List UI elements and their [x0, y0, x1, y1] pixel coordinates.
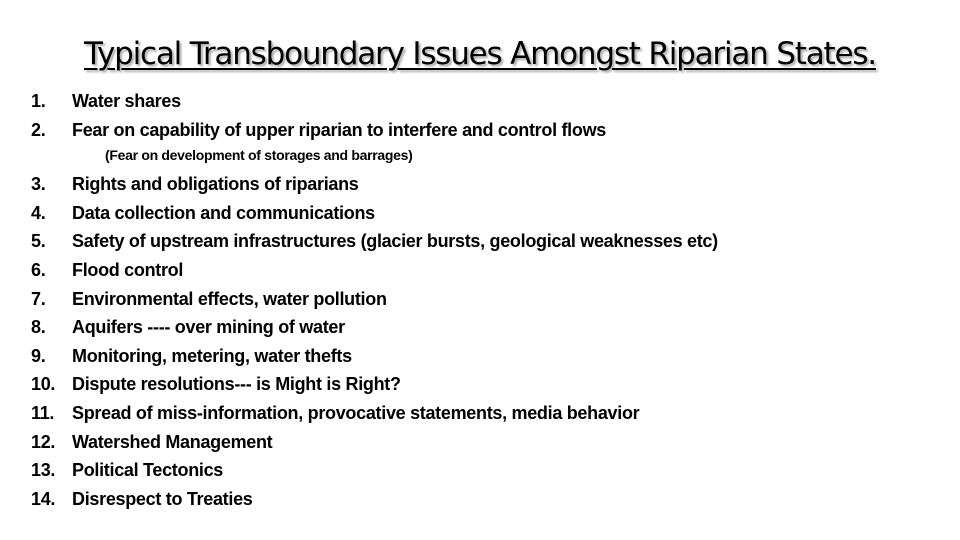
- list-item: [31, 285, 931, 314]
- list-item: [31, 313, 931, 342]
- list-item: [31, 485, 931, 514]
- issues-list: [31, 87, 931, 513]
- item-text: Flood control: [72, 259, 184, 280]
- list-item: [31, 399, 931, 428]
- list-item: [31, 199, 931, 228]
- item-number: 8.: [31, 317, 46, 338]
- item-text: Rights and obligations of riparians: [72, 174, 359, 195]
- item-text: Fear on capability of upper riparian to interfere and control flows: [72, 119, 606, 140]
- list-item: [31, 370, 931, 399]
- item-number: 13.: [31, 460, 56, 481]
- item-number: 2.: [31, 119, 46, 140]
- list-item: [31, 256, 931, 285]
- list-item: [31, 227, 931, 256]
- item-text: Disrespect to Treaties: [72, 488, 253, 509]
- item-number: 4.: [31, 202, 46, 223]
- item-text: Monitoring, metering, water thefts: [72, 345, 352, 366]
- item-text: Data collection and communications: [72, 202, 375, 223]
- item-text: Watershed Management: [72, 431, 273, 452]
- item-number: 9.: [31, 345, 46, 366]
- item-number: 1.: [31, 91, 46, 111]
- list-item: [31, 456, 931, 485]
- item-number: 6.: [31, 259, 46, 280]
- item-number: 10.: [31, 374, 56, 395]
- item-text: Water shares: [72, 91, 181, 111]
- item-text: Environmental effects, water pollution: [72, 288, 387, 309]
- item-number: 3.: [31, 174, 46, 195]
- item-text: Political Tectonics: [72, 460, 224, 481]
- list-item: [31, 170, 931, 199]
- item-text: Dispute resolutions--- is Might is Right?: [72, 374, 401, 395]
- item-text: Spread of miss-information, provocative statements, media behavior: [72, 402, 640, 423]
- list-item: [31, 342, 931, 371]
- item-number: 7.: [31, 288, 46, 309]
- item-text: Safety of upstream infrastructures (glacier bursts, geological weaknesses etc): [72, 231, 718, 252]
- item-number: 5.: [31, 231, 46, 252]
- item-number: 11.: [31, 402, 55, 423]
- item-subnote: (Fear on development of storages and barrages): [105, 147, 413, 164]
- item-text: Aquifers ---- over mining of water: [72, 317, 345, 338]
- item-number: 12.: [31, 431, 56, 452]
- list-item: [31, 116, 931, 145]
- list-item: [31, 428, 931, 457]
- slide-title: Typical Transboundary Issues Amongst Riparian States.: [84, 36, 876, 72]
- item-number: 14.: [31, 488, 56, 509]
- list-item: [31, 87, 931, 116]
